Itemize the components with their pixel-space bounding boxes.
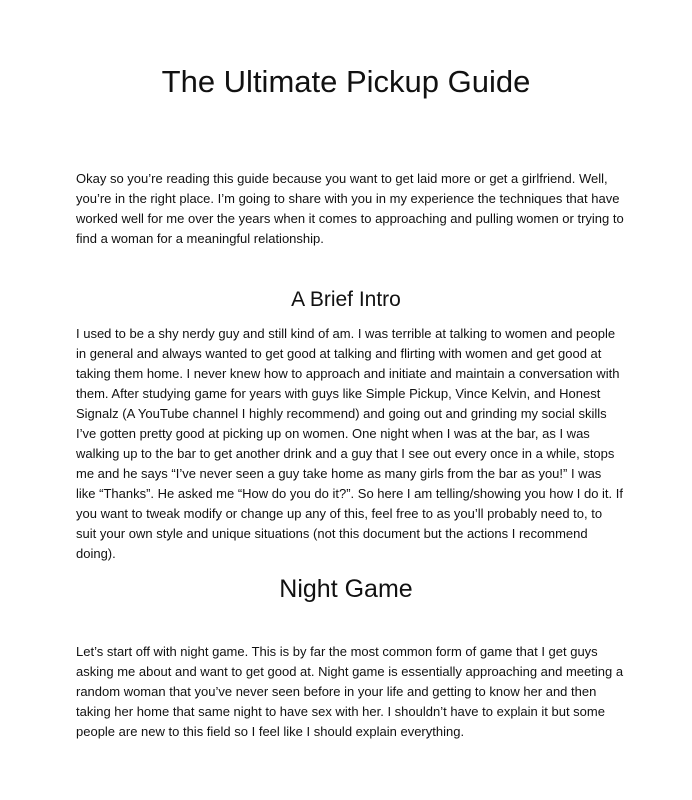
opening-paragraph: Okay so you’re reading this guide because you want to get laid more or get a girlfriend. Well, you’re in the right place. I’m going to share with you in my experience the techniques that have worked well for me over the years when it comes to approaching and pulling women or trying to find a woman for a meaningful relationship. [76, 171, 624, 246]
document-title: The Ultimate Pickup Guide [161, 64, 531, 99]
section-body-night-game: Let’s start off with night game. This is by far the most common form of game that I get guys asking me about and want to get good at. Night game is essentially approaching and meeting a random woman that you’ve never seen before in your life and getting to know her and then taking her home that same night to have sex with her. I shouldn’t have to explain it but some people are new to this field so I feel like I should explain everything. [76, 644, 624, 739]
section-heading-brief-intro: A Brief Intro [291, 288, 401, 311]
section-heading-night-game: Night Game [279, 575, 413, 603]
section-body-brief-intro: I used to be a shy nerdy guy and still kind of am. I was terrible at talking to women and people in general and always wanted to get good at talking and flirting with women and get good at taking them home. I never knew how to approach and initiate and maintain a conversation with them. After studying game for years with guys like Simple Pickup, Vince Kelvin, and Honest Signalz (A YouTube channel I highly recommend) and going out and grinding my social skills I’ve gotten pretty good at picking up on women. One night when I was at the bar, as I was walking up to the bar to get another drink and a guy that I see out every once in a while, stops me and he says “I’ve never seen a guy take home as many girls from the bar as you!” I was like “Thanks”. He asked me “How do you do it?”. So here I am telling/showing you how I do it. If you want to tweak modify or change up any of this, feel free to as you’ll probably need to, to suit your own style and unique situations (not this document but the actions I recommend doing). [76, 326, 623, 561]
